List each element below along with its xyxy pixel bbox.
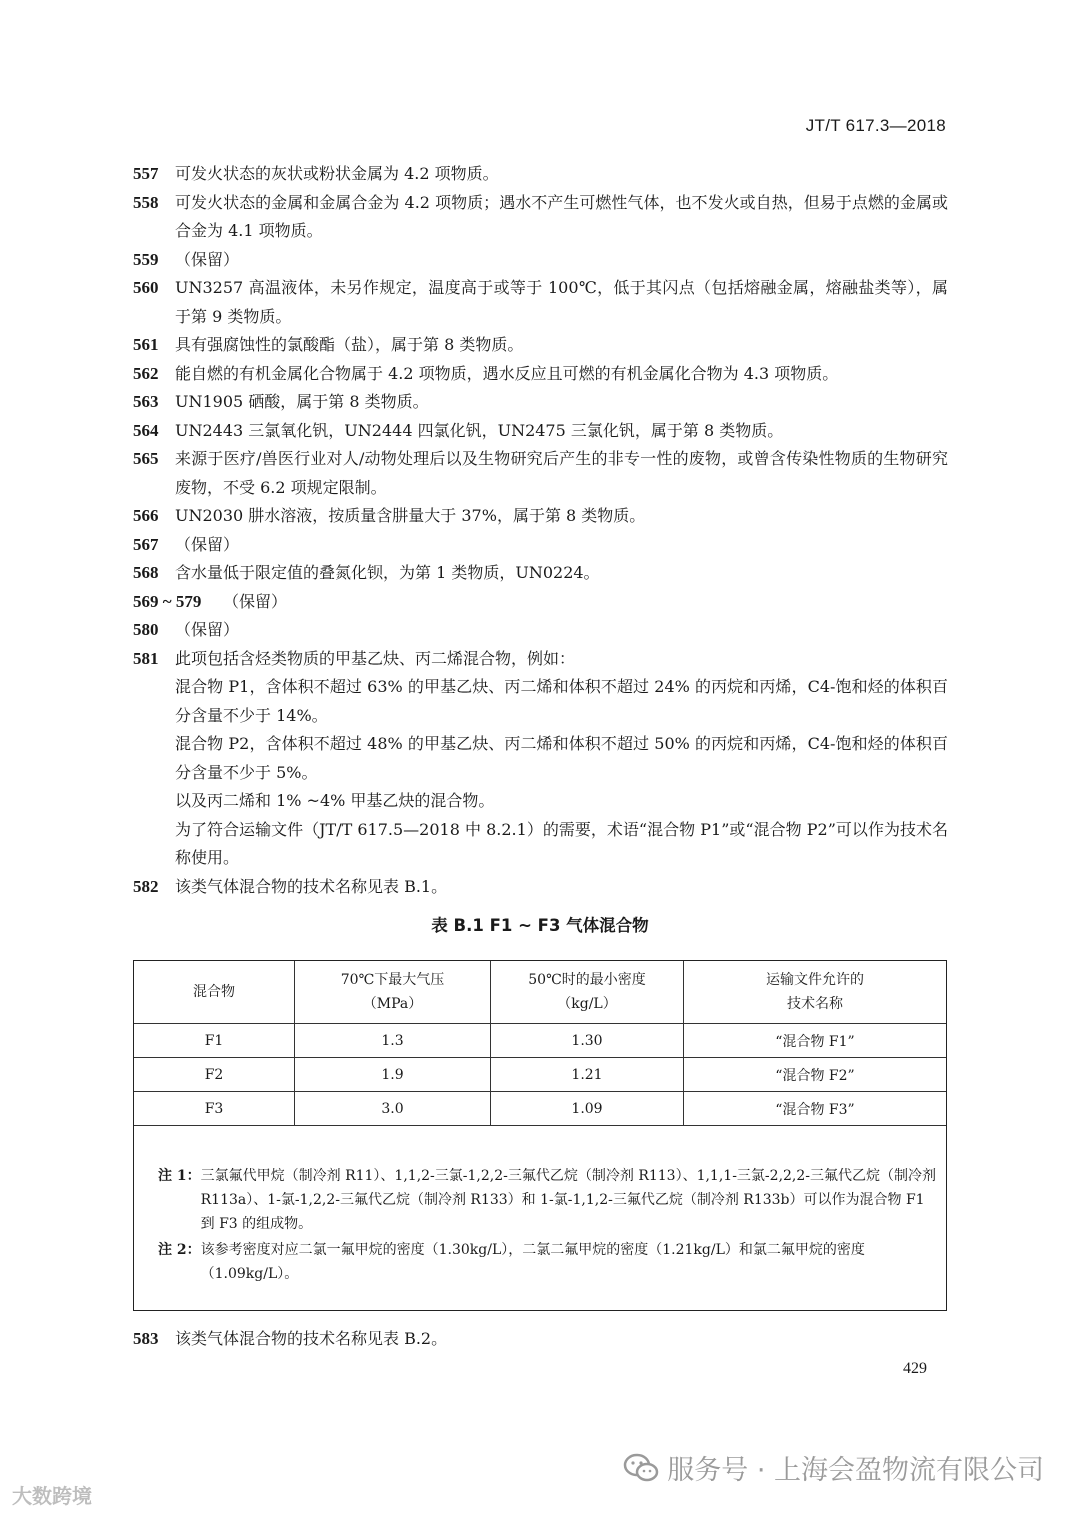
table-note [158, 1238, 936, 1286]
entry-568 [133, 559, 948, 588]
table-header-cell [134, 961, 295, 1024]
entry-text [175, 274, 948, 331]
entry-text: 该类气体混合物的技术名称见表 B.2。 [175, 1329, 448, 1348]
watermark-left-text: 大数跨境 [12, 1484, 92, 1508]
table-cell: “混合物 F1” [684, 1024, 947, 1058]
entry-560 [133, 274, 948, 331]
table-container [133, 960, 947, 1311]
entry-text [175, 559, 948, 588]
entry-559 [133, 246, 948, 275]
table-title: 表 B.1 F1 ~ F3 气体混合物 [431, 916, 649, 935]
entry-paragraph: UN3257 高温液体，未另作规定，温度高于或等于 100℃，低于其闪点（包括熔融金属，熔融盐类等），属于第 9 类物质。 [175, 278, 948, 326]
entry-paragraph: 该类气体混合物的技术名称见表 B.1。 [175, 876, 448, 896]
entry-number: 561 [133, 335, 159, 354]
entry-580 [133, 616, 948, 645]
table-cell: 3.0 [295, 1092, 491, 1126]
table-notes [134, 1126, 946, 1286]
entry-567 [133, 531, 948, 560]
watermark-right [623, 1448, 1044, 1487]
header-line: 混合物 [193, 984, 235, 1000]
entry-paragraph: 可发火状态的金属和金属合金为 4.2 项物质；遇水不产生可燃性气体，也不发火或自热，但易于点燃的金属或合金为 4.1 项物质。 [175, 192, 948, 240]
entry-paragraph: （保留） [223, 591, 288, 611]
entries-continued [133, 1325, 948, 1354]
table-header-cell [491, 961, 684, 1024]
table-cell: F1 [134, 1024, 295, 1058]
note-text: 三氯氟代甲烷（制冷剂 R11）、1,1,2-三氯-1,2,2-三氟代乙烷（制冷剂 R113）、1,1,1-三氯-2,2,2-三氟代乙烷（制冷剂 R113a）、1-氯-1,2,2-三氟代乙烷（制冷剂 R133）和 1-氯-1,1,2-三氟代乙烷（制冷剂 R133b）可以作为混合物 F1 到 F3 的组成物。 [200, 1168, 937, 1232]
entry-paragraph: 此项包括含烃类物质的甲基乙炔、丙二烯混合物，例如： [175, 648, 576, 668]
entry-paragraph: （保留） [175, 620, 240, 639]
entry-paragraph: （保留） [175, 249, 240, 269]
entry-paragraph: UN1905 硒酸，属于第 8 类物质。 [175, 392, 429, 411]
entry-number: 562 [133, 363, 159, 383]
table-cell: “混合物 F3” [684, 1092, 947, 1126]
table-row [134, 1092, 946, 1126]
table-cell: “混合物 F2” [684, 1058, 947, 1092]
header-line: 技术名称 [787, 996, 843, 1012]
entry-565 [133, 445, 948, 502]
entry-number: 583 [133, 1329, 159, 1348]
table-cell: 1.3 [295, 1024, 491, 1058]
table-header-cell [684, 961, 947, 1024]
entry-number: 568 [133, 563, 159, 582]
entry-text [223, 588, 948, 617]
header-line: （kg/L） [557, 996, 617, 1012]
header-line: 运输文件允许的 [766, 972, 864, 988]
entry-583 [133, 1325, 948, 1354]
document-code: JT/T 617.3—2018 [805, 116, 946, 135]
entry-paragraph: 来源于医疗/兽医行业对人/动物处理后以及生物研究后产生的非专一性的废物，或曾含传染性物质的生物研究废物，不受 6.2 项规定限制。 [175, 449, 948, 497]
table-cell: F2 [134, 1058, 295, 1092]
entry-566 [133, 502, 948, 531]
entry-paragraph: 可发火状态的灰状或粉状金属为 4.2 项物质。 [175, 164, 499, 183]
entry-text [175, 502, 948, 531]
entry-paragraph: UN2443 三氯氧化钒，UN2444 四氯化钒，UN2475 三氯化钒，属于第 8 类物质。 [175, 420, 784, 440]
entry-paragraph: 以及丙二烯和 1% ~4% 甲基乙炔的混合物。 [175, 791, 495, 810]
page-number: 429 [903, 1360, 927, 1377]
entry-text [175, 360, 948, 389]
watermark-right-text: 服务号 · 上海会盈物流有限公司 [667, 1455, 1044, 1486]
entry-number: 558 [133, 192, 159, 212]
table-cell: 1.30 [491, 1024, 684, 1058]
entry-text [175, 246, 948, 275]
entry-number: 582 [133, 876, 159, 896]
entries-list [133, 160, 948, 901]
table-header-row [134, 961, 946, 1024]
note-label: 注 1： [158, 1168, 201, 1184]
entry-paragraph: （保留） [175, 534, 240, 554]
entry-number: 557 [133, 164, 159, 183]
entry-paragraph: 能自燃的有机金属化合物属于 4.2 项物质，遇水反应且可燃的有机金属化合物为 4.3 项物质。 [175, 363, 839, 383]
header-line: 50℃时的最小密度 [528, 972, 646, 988]
entry-text [175, 616, 948, 645]
watermark-left [12, 1480, 92, 1509]
entry-paragraph: 为了符合运输文件（JT/T 617.5—2018 中 8.2.1）的需要，术语“混合物 P1”或“混合物 P2”可以作为技术名称使用。 [175, 819, 948, 867]
entry-paragraph: 混合物 P1，含体积不超过 63% 的甲基乙炔、丙二烯和体积不超过 24% 的丙烷和丙烯，C4-饱和烃的体积百分含量不少于 14%。 [175, 677, 948, 725]
entry-number: 559 [133, 249, 159, 269]
table-row [134, 1024, 946, 1058]
entry-number: 569 ~ 579 [133, 591, 202, 611]
entry-number: 563 [133, 392, 159, 411]
entry-582 [133, 873, 948, 902]
entry-paragraph: UN2030 肼水溶液，按质量含肼量大于 37%，属于第 8 类物质。 [175, 506, 646, 525]
table-cell: 1.9 [295, 1058, 491, 1092]
entry-text [175, 873, 948, 902]
wechat-icon [623, 1453, 659, 1483]
entry-581 [133, 645, 948, 873]
entry-text [175, 531, 948, 560]
entry-number: 565 [133, 449, 159, 468]
entry-557 [133, 160, 948, 189]
entry-paragraph: 具有强腐蚀性的氯酸酯（盐），属于第 8 类物质。 [175, 335, 524, 354]
table-header-cell [295, 961, 491, 1024]
entry-number: 581 [133, 648, 159, 668]
entry-number: 564 [133, 420, 159, 440]
table-cell: 1.21 [491, 1058, 684, 1092]
entry-569~579 [133, 588, 948, 617]
entry-number: 560 [133, 278, 159, 297]
entry-563 [133, 388, 948, 417]
entry-564 [133, 417, 948, 446]
table-cell: F3 [134, 1092, 295, 1126]
table-note [158, 1164, 936, 1236]
entry-text [175, 645, 948, 873]
entry-561 [133, 331, 948, 360]
entry-paragraph: 含水量低于限定值的叠氮化钡，为第 1 类物质，UN0224。 [175, 563, 600, 582]
entry-558 [133, 189, 948, 246]
header-line: （MPa） [362, 996, 423, 1012]
entry-text [175, 189, 948, 246]
entry-number: 566 [133, 506, 159, 525]
note-text: 该参考密度对应二氯一氟甲烷的密度（1.30kg/L），二氯二氟甲烷的密度（1.21kg/L）和氯二氟甲烷的密度（1.09kg/L）。 [200, 1242, 865, 1282]
header-line: 70℃下最大气压 [340, 972, 445, 988]
entry-text [175, 417, 948, 446]
entry-number: 567 [133, 534, 159, 554]
entry-562 [133, 360, 948, 389]
entry-number: 580 [133, 620, 159, 639]
gas-mixture-table [134, 961, 946, 1126]
table-cell: 1.09 [491, 1092, 684, 1126]
table-row [134, 1058, 946, 1092]
entry-text [175, 388, 948, 417]
entry-text [175, 445, 948, 502]
entry-paragraph: 混合物 P2，含体积不超过 48% 的甲基乙炔、丙二烯和体积不超过 50% 的丙烷和丙烯，C4-饱和烃的体积百分含量不少于 5%。 [175, 734, 948, 782]
entry-text [175, 160, 948, 189]
note-label: 注 2： [158, 1242, 201, 1258]
entry-text [175, 331, 948, 360]
